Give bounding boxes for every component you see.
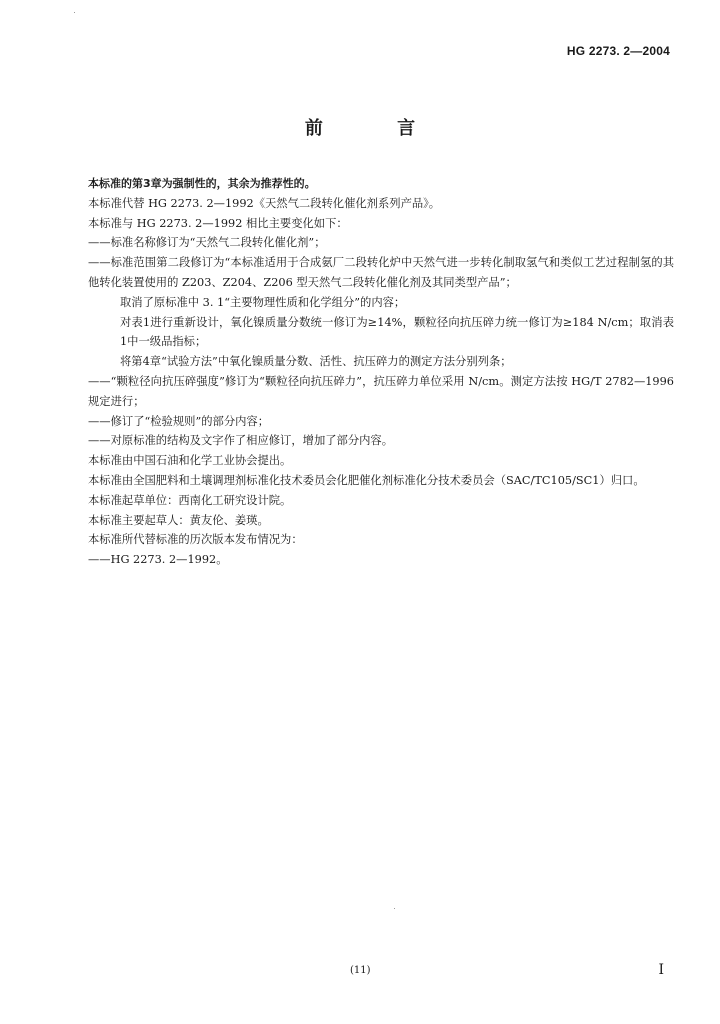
scan-speck [394, 908, 395, 909]
paragraph-change-scope: ——标准范围第二段修订为“本标准适用于合成氨厂二段转化炉中天然气进一步转化制取氢气和类似工艺过程制氢的其他转化装置使用的 Z203、Z204、Z206 型天然气二段转化催化剂及其同类型产品”； [88, 256, 674, 289]
paragraph-mandatory-note: 本标准的第3章为强制性的，其余为推荐性的。 [88, 177, 316, 190]
foreword-body [88, 174, 674, 570]
page-number: (11) [350, 965, 371, 976]
paragraph-history-item: ——HG 2273. 2—1992。 [88, 553, 228, 567]
paragraph-change-remove-3-1: 取消了原标准中 3. 1“主要物理性质和化学组分”的内容； [120, 295, 406, 309]
paragraph-change-structure: ——对原标准的结构及文字作了相应修订，增加了部分内容。 [88, 434, 394, 448]
paragraph-change-name: ——标准名称修订为“天然气二段转化催化剂”； [88, 236, 326, 250]
paragraph-drafting-unit: 本标准起草单位：西南化工研究设计院。 [88, 493, 292, 507]
paragraph-change-inspection: ——修订了“检验规则”的部分内容； [88, 414, 270, 428]
paragraph-change-table-1: 对表1进行重新设计，氧化镍质量分数统一修订为≥14%，颗粒径向抗压碎力统一修订为≥184 N/cm；取消表1中一级品指标； [120, 315, 674, 349]
paragraph-changes-intro: 本标准与 HG 2273. 2—1992 相比主要变化如下： [88, 216, 348, 230]
paragraph-replaces: 本标准代替 HG 2273. 2—1992《天然气二段转化催化剂系列产品》。 [88, 196, 441, 210]
paragraph-change-crush-strength: ——“颗粒径向抗压碎强度”修订为“颗粒径向抗压碎力”，抗压碎力单位采用 N/cm。测定方法按 HG/T 2782—1996 规定进行； [88, 374, 674, 408]
standard-code: HG 2273. 2—2004 [566, 44, 670, 58]
scan-speck [74, 12, 75, 13]
page-title: 前 言 [304, 118, 450, 139]
paragraph-change-chapter-4: 将第4章“试验方法”中氧化镍质量分数、活性、抗压碎力的测定方法分别列条； [120, 355, 512, 369]
paragraph-drafters: 本标准主要起草人：黄友伦、姜瑛。 [88, 513, 269, 527]
paragraph-committee: 本标准由全国肥料和土壤调理剂标准化技术委员会化肥催化剂标准化分技术委员会（SAC/TC105/SC1）归口。 [88, 473, 645, 487]
paragraph-history-intro: 本标准所代替标准的历次版本发布情况为： [88, 533, 303, 547]
roman-page-number: I [658, 962, 664, 978]
paragraph-proposer: 本标准由中国石油和化学工业协会提出。 [88, 454, 292, 468]
